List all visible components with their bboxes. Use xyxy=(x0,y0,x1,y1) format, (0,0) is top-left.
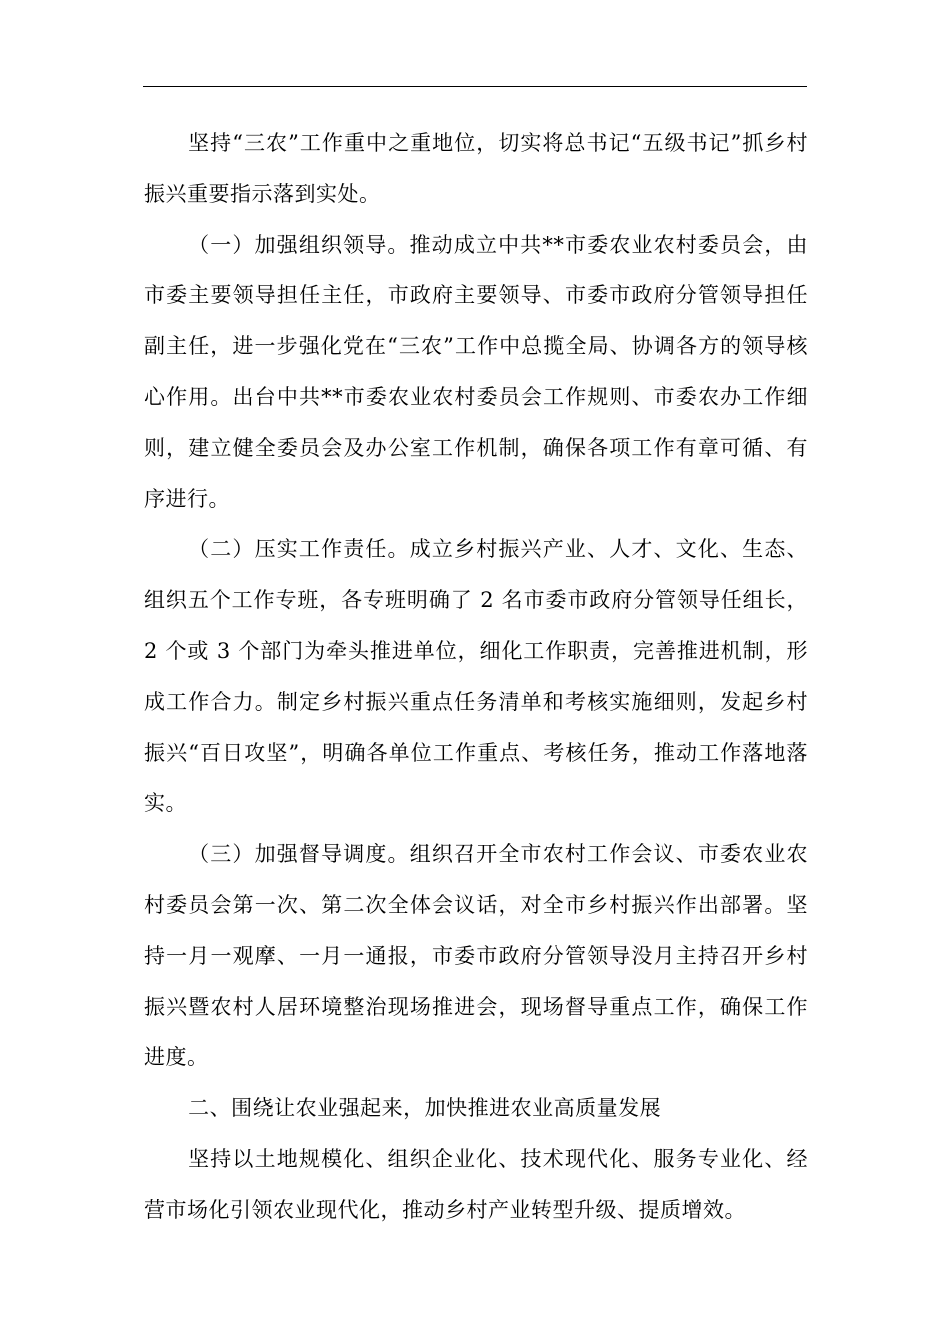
section-heading: 二、围绕让农业强起来，加快推进农业高质量发展 xyxy=(188,1096,662,1121)
paragraph-intro: 坚持“三农”工作重中之重地位，切实将总书记“五级书记”抓乡村振兴重要指示落到实处。 xyxy=(144,131,808,206)
paragraph-supervision: （三）加强督导调度。组织召开全市农村工作会议、市委农业农村委员会第一次、第二次全体会议话，对全市乡村振兴作出部署。坚持一月一观摩、一月一通报，市委市政府分管领导没月主持召开乡村振兴暨农村人居环境整治现场推进会，现场督导重点工作，确保工作进度。 xyxy=(144,842,808,1070)
paragraph-work-responsibility: （二）压实工作责任。成立乡村振兴产业、人才、文化、生态、组织五个工作专班，各专班明确了 2 名市委市政府分管领导任组长，2 个或 3 个部门为牵头推进单位，细化工作职责，完善推进机制，形成工作合力。制定乡村振兴重点任务清单和考核实施细则，发起乡村振兴“百日攻坚”，明确各单位工作重点、考核任务，推动工作落地落实。 xyxy=(144,537,808,816)
paragraph-closing: 坚持以土地规模化、组织企业化、技术现代化、服务专业化、经营市场化引领农业现代化，推动乡村产业转型升级、提质增效。 xyxy=(144,1146,808,1222)
document-body xyxy=(144,118,808,1236)
header-rule xyxy=(143,86,807,87)
paragraph-organization-leadership: （一）加强组织领导。推动成立中共**市委农业农村委员会，由市委主要领导担任主任，市政府主要领导、市委市政府分管领导担任副主任，进一步强化党在“三农”工作中总揽全局、协调各方的领导核心作用。出台中共**市委农业农村委员会工作规则、市委农办工作细则，建立健全委员会及办公室工作机制，确保各项工作有章可循、有序进行。 xyxy=(144,232,808,511)
